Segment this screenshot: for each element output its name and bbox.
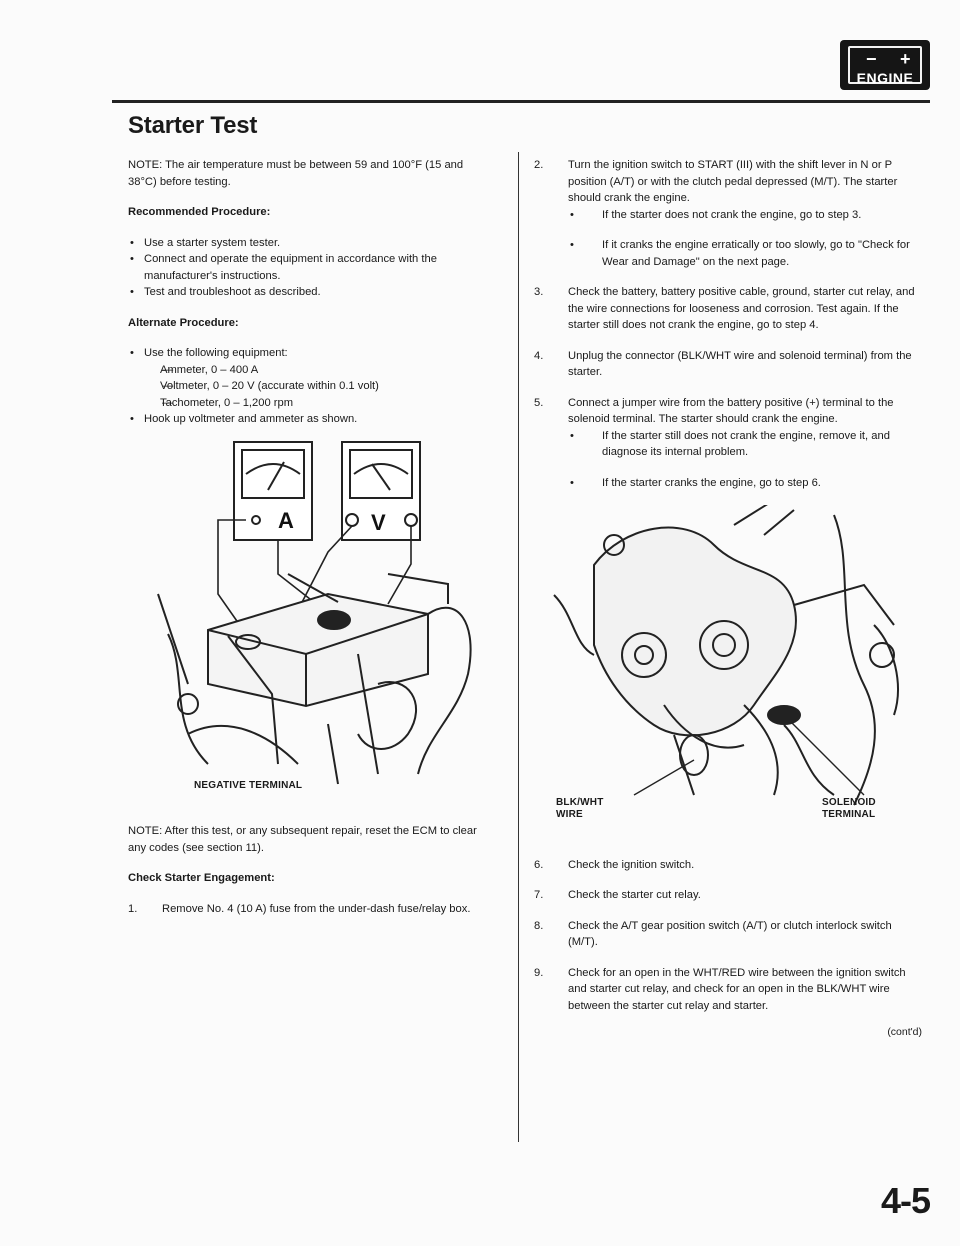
step-number: 8. [534,919,544,932]
step-text: Check the A/T gear position switch (A/T) or clutch interlock switch (M/T). [568,919,892,948]
recommended-list [128,235,490,301]
starter-drawing [554,505,898,805]
step-text: Connect a jumper wire from the battery positive (+) terminal to the solenoid terminal. The starter should crank the engine. [568,396,894,425]
step-number: 4. [534,349,544,362]
step-text: Check the ignition switch. [568,858,695,871]
label-solenoid-terminal [822,797,876,821]
equipment-item: — Ammeter, 0 – 400 A [160,362,490,379]
step-text: Check the battery, battery positive cable, ground, starter cut relay, and the wire connections for looseness and corrosion. Test again. If the starter still does not crank the engine, go to step 4. [568,286,915,331]
engagement-heading: Check Starter Engagement: [128,872,275,884]
badge-label: ENGINE [856,70,914,86]
alternate-heading: Alternate Procedure: [128,316,239,329]
battery-engine-drawing [158,574,471,784]
ammeter-icon [234,442,312,540]
label-line: SOLENOID [822,797,876,808]
equipment-item: — Voltmeter, 0 – 20 V (accurate within 0.1 volt) [160,378,490,395]
label-blk-wht-wire [556,797,604,821]
list-item: • If the starter does not crank the engine, go to step 3. [568,207,922,224]
list-item: • Hook up voltmeter and ammeter as shown. [128,411,490,428]
step-item [534,284,922,334]
voltmeter-label: V [371,509,386,535]
ammeter-label: A [278,507,294,533]
steps-bottom [534,857,922,1015]
figure-caption-negative-terminal: NEGATIVE TERMINAL [194,779,303,791]
equipment-intro: Use the following equipment: [144,347,288,359]
step-number: 3. [534,286,544,298]
step-number: 1. [128,902,138,915]
equipment-list [144,362,490,412]
steps-top [534,157,922,491]
step-bullets [568,207,922,271]
step-item [534,857,922,874]
step-item [534,157,922,270]
step-number: 5. [534,396,544,409]
step-item [534,918,922,951]
list-item: • Connect and operate the equipment in accordance with the manufacturer's instructions. [128,251,490,284]
list-item [128,345,490,411]
note-reset-ecm: NOTE: After this test, or any subsequent repair, reset the ECM to clear any codes (see section 11). [128,825,477,854]
right-column [534,157,922,1041]
steps-left [128,901,490,918]
minus-symbol: − [866,49,877,69]
step-number: 6. [534,858,544,871]
header-rule [112,100,930,103]
step-text: Turn the ignition switch to START (III) with the shift lever in N or P position (A/T) or with the clutch pedal depressed (M/T). The starter should crank the engine. [568,159,898,204]
label-line: TERMINAL [822,809,876,820]
recommended-heading: Recommended Procedure: [128,206,271,218]
list-item: • If the starter still does not crank the engine, remove it, and diagnose its internal problem. [568,428,922,461]
step-number: 2. [534,159,544,171]
page-title: Starter Test [128,112,258,139]
engine-section-badge [840,40,930,90]
starter-solenoid-illustration [534,505,922,815]
equipment-item: — Tachometer, 0 – 1,200 rpm [160,395,490,412]
list-item: • If it cranks the engine erratically or too slowly, go to "Check for Wear and Damage" on the next page. [568,237,922,270]
step-item [534,965,922,1015]
step-item [534,395,922,492]
step-text: Check for an open in the WHT/RED wire between the ignition switch and starter cut relay, and check for an open in the BLK/WHT wire between the starter cut relay and starter. [568,966,906,1012]
step-text: Check the starter cut relay. [568,889,701,901]
list-item: • Test and troubleshoot as described. [128,284,490,301]
plus-symbol: + [900,49,911,69]
column-divider [518,152,519,1142]
meter-hookup-illustration [128,434,490,794]
step-text: Unplug the connector (BLK/WHT wire and solenoid terminal) from the starter. [568,349,912,378]
list-item: • If the starter cranks the engine, go to step 6. [568,475,922,492]
step-item [534,348,922,381]
left-column [128,157,490,931]
label-line: BLK/WHT [556,797,604,808]
label-line: WIRE [556,809,583,820]
step-text: Remove No. 4 (10 A) fuse from the under-dash fuse/relay box. [162,902,471,915]
step-bullets [568,428,922,492]
figure-meter-hookup [128,434,490,800]
step-item [534,887,922,904]
step-number: 9. [534,966,544,979]
step-number: 7. [534,889,544,901]
continued-note: (cont'd) [887,1026,922,1038]
note-temperature: NOTE: The air temperature must be between 59 and 100°F (15 and 38°C) before testing. [128,159,464,188]
alternate-list [128,345,490,428]
page-number: 4-5 [880,1180,930,1221]
step-item [128,901,490,918]
figure-starter-solenoid [534,505,922,821]
list-item: • Use a starter system tester. [128,235,490,252]
